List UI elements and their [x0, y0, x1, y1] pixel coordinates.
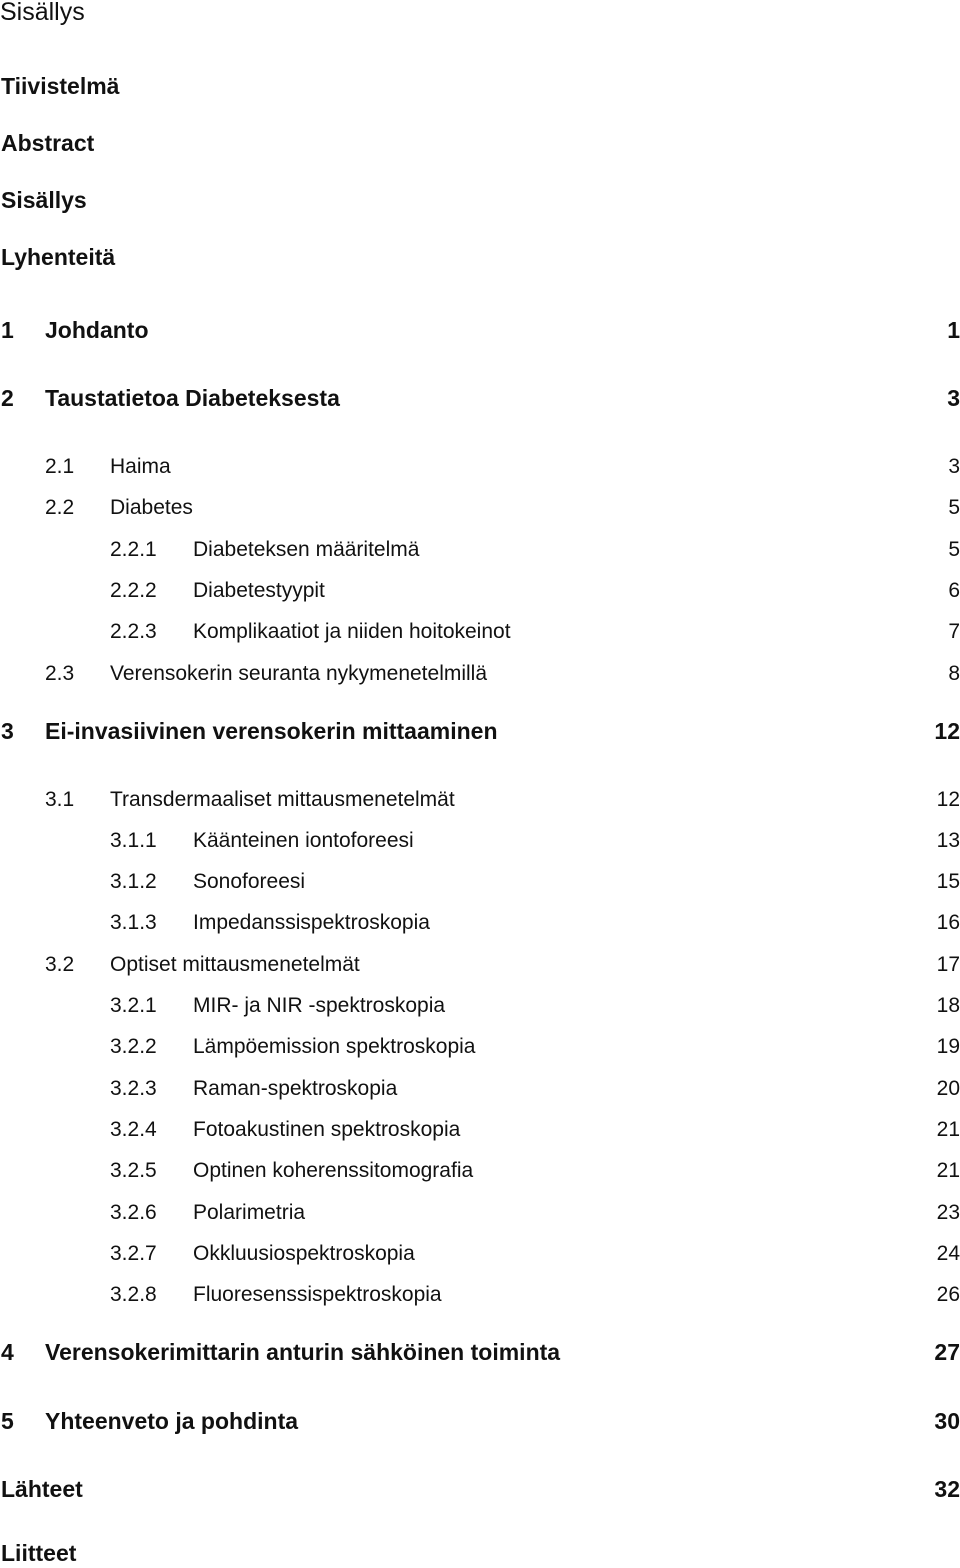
toc-entry-label: Sisällys	[1, 187, 87, 213]
toc-entry-label: Optiset mittausmenetelmät	[110, 953, 360, 976]
toc-entry-page: 12	[936, 788, 960, 811]
toc-entry-label: Tiivistelmä	[1, 73, 120, 99]
toc-section-2-3[interactable]	[0, 659, 960, 689]
toc-entry-page: 23	[936, 1201, 960, 1224]
toc-entry-label: Transdermaaliset mittausmenetelmät	[110, 788, 455, 811]
toc-entry-page: 27	[934, 1339, 960, 1365]
toc-front-abstract[interactable]	[0, 128, 960, 158]
toc-entry-page: 18	[936, 994, 960, 1017]
toc-entry-label: Sonoforeesi	[193, 870, 306, 893]
toc-entry-label: Ei-invasiivinen verensokerin mittaaminen	[45, 718, 498, 744]
page-title	[0, 0, 960, 27]
toc-entry-page: 21	[936, 1159, 960, 1182]
toc-entry-label: Lyhenteitä	[1, 244, 116, 270]
toc-entry-number: 3.2.8	[110, 1283, 157, 1306]
toc-entry-number: 3.2.2	[110, 1035, 157, 1058]
toc-section-3-2-1[interactable]	[0, 991, 960, 1021]
toc-entry-label: Fluoresenssispektroskopia	[193, 1283, 442, 1306]
toc-section-3-2[interactable]	[0, 950, 960, 980]
toc-back-lahteet[interactable]	[0, 1474, 960, 1504]
toc-entry-label: Yhteenveto ja pohdinta	[45, 1408, 299, 1434]
toc-entry-page: 5	[948, 496, 960, 519]
toc-entry-number: 5	[1, 1408, 14, 1434]
toc-entry-page: 32	[934, 1476, 960, 1502]
toc-entry-label: Polarimetria	[193, 1201, 306, 1224]
toc-front-sisallys[interactable]	[0, 185, 960, 215]
toc-entry-number: 1	[1, 317, 14, 343]
toc-entry-label: Haima	[110, 455, 171, 478]
toc-section-3-2-2[interactable]	[0, 1032, 960, 1062]
toc-entry-number: 3.2.7	[110, 1242, 157, 1265]
toc-entry-page: 21	[936, 1118, 960, 1141]
toc-entry-page: 8	[948, 662, 960, 685]
toc-entry-number: 2	[1, 385, 14, 411]
toc-entry-page: 7	[948, 620, 960, 643]
toc-chapter-3[interactable]	[0, 716, 960, 746]
toc-entry-number: 3.1.2	[110, 870, 157, 893]
toc-entry-number: 3.2.1	[110, 994, 157, 1017]
toc-entry-number: 3.2	[45, 953, 75, 976]
toc-entry-page: 1	[947, 317, 960, 343]
toc-entry-label: Verensokerimittarin anturin sähköinen toiminta	[45, 1339, 561, 1365]
toc-entry-number: 2.2.3	[110, 620, 157, 643]
toc-entry-page: 19	[936, 1035, 960, 1058]
toc-entry-label: Komplikaatiot ja niiden hoitokeinot	[193, 620, 511, 643]
toc-section-2-2-2[interactable]	[0, 576, 960, 606]
toc-entry-number: 3.1	[45, 788, 75, 811]
toc-chapter-5[interactable]	[0, 1406, 960, 1436]
toc-entry-label: Diabetes	[110, 496, 193, 519]
toc-entry-number: 3.2.3	[110, 1077, 157, 1100]
toc-section-3-1-1[interactable]	[0, 826, 960, 856]
toc-section-3-2-8[interactable]	[0, 1280, 960, 1310]
toc-entry-page: 12	[934, 718, 960, 744]
toc-entry-label: Diabetestyypit	[193, 579, 325, 602]
toc-back-liitteet[interactable]	[0, 1538, 960, 1568]
toc-entry-page: 16	[936, 911, 960, 934]
toc-entry-number: 3.2.5	[110, 1159, 157, 1182]
toc-entry-page: 6	[948, 579, 960, 602]
toc-entry-page: 3	[948, 455, 960, 478]
toc-entry-number: 3.1.3	[110, 911, 157, 934]
toc-chapter-1[interactable]	[0, 315, 960, 345]
toc-section-3-2-5[interactable]	[0, 1156, 960, 1186]
toc-entry-page: 20	[936, 1077, 960, 1100]
toc-section-2-2-1[interactable]	[0, 535, 960, 565]
toc-entry-number: 2.3	[45, 662, 75, 685]
toc-front-lyhenteita[interactable]	[0, 242, 960, 272]
toc-entry-page: 24	[936, 1242, 960, 1265]
toc-section-3-2-6[interactable]	[0, 1198, 960, 1228]
toc-entry-label: Abstract	[1, 130, 95, 156]
toc-entry-label: Verensokerin seuranta nykymenetelmillä	[110, 662, 488, 685]
toc-section-3-2-7[interactable]	[0, 1239, 960, 1269]
toc-entry-page: 3	[947, 385, 960, 411]
toc-entry-number: 3.1.1	[110, 829, 157, 852]
toc-entry-number: 3.2.6	[110, 1201, 157, 1224]
toc-chapter-4[interactable]	[0, 1337, 960, 1367]
toc-entry-number: 3.2.4	[110, 1118, 157, 1141]
toc-entry-label: Fotoakustinen spektroskopia	[193, 1118, 461, 1141]
toc-entry-label: Liitteet	[1, 1540, 77, 1566]
toc-entry-page: 15	[936, 870, 960, 893]
toc-section-2-1[interactable]	[0, 452, 960, 482]
toc-entry-label: Impedanssispektroskopia	[193, 911, 430, 934]
toc-section-3-1-3[interactable]	[0, 908, 960, 938]
toc-entry-label: Raman-spektroskopia	[193, 1077, 398, 1100]
toc-section-3-1[interactable]	[0, 785, 960, 815]
toc-entry-page: 5	[948, 538, 960, 561]
toc-entry-page: 26	[936, 1283, 960, 1306]
toc-entry-page: 13	[936, 829, 960, 852]
toc-section-3-2-4[interactable]	[0, 1115, 960, 1145]
toc-entry-label: Lämpöemission spektroskopia	[193, 1035, 476, 1058]
toc-entry-number: 2.1	[45, 455, 75, 478]
toc-entry-label: Optinen koherenssitomografia	[193, 1159, 474, 1182]
toc-entry-number: 3	[1, 718, 14, 744]
toc-entry-label: Johdanto	[45, 317, 149, 343]
toc-section-2-2-3[interactable]	[0, 617, 960, 647]
toc-entry-label: MIR- ja NIR -spektroskopia	[193, 994, 446, 1017]
toc-chapter-2[interactable]	[0, 383, 960, 413]
toc-entry-label: Käänteinen iontoforeesi	[193, 829, 414, 852]
toc-entry-page: 30	[934, 1408, 960, 1434]
toc-front-tiivistelma[interactable]	[0, 71, 960, 101]
toc-entry-number: 2.2.1	[110, 538, 157, 561]
toc-entry-label: Okkluusiospektroskopia	[193, 1242, 415, 1265]
toc-entry-number: 2.2.2	[110, 579, 157, 602]
toc-section-2-2[interactable]	[0, 493, 960, 523]
toc-section-3-2-3[interactable]	[0, 1074, 960, 1104]
toc-entry-number: 2.2	[45, 496, 75, 519]
page-title-text: Sisällys	[0, 0, 85, 26]
toc-entry-page: 17	[936, 953, 960, 976]
toc-entry-label: Taustatietoa Diabeteksesta	[45, 385, 340, 411]
toc-section-3-1-2[interactable]	[0, 867, 960, 897]
toc-entry-label: Lähteet	[1, 1476, 83, 1502]
toc-entry-number: 4	[1, 1339, 14, 1365]
toc-entry-label: Diabeteksen määritelmä	[193, 538, 420, 561]
